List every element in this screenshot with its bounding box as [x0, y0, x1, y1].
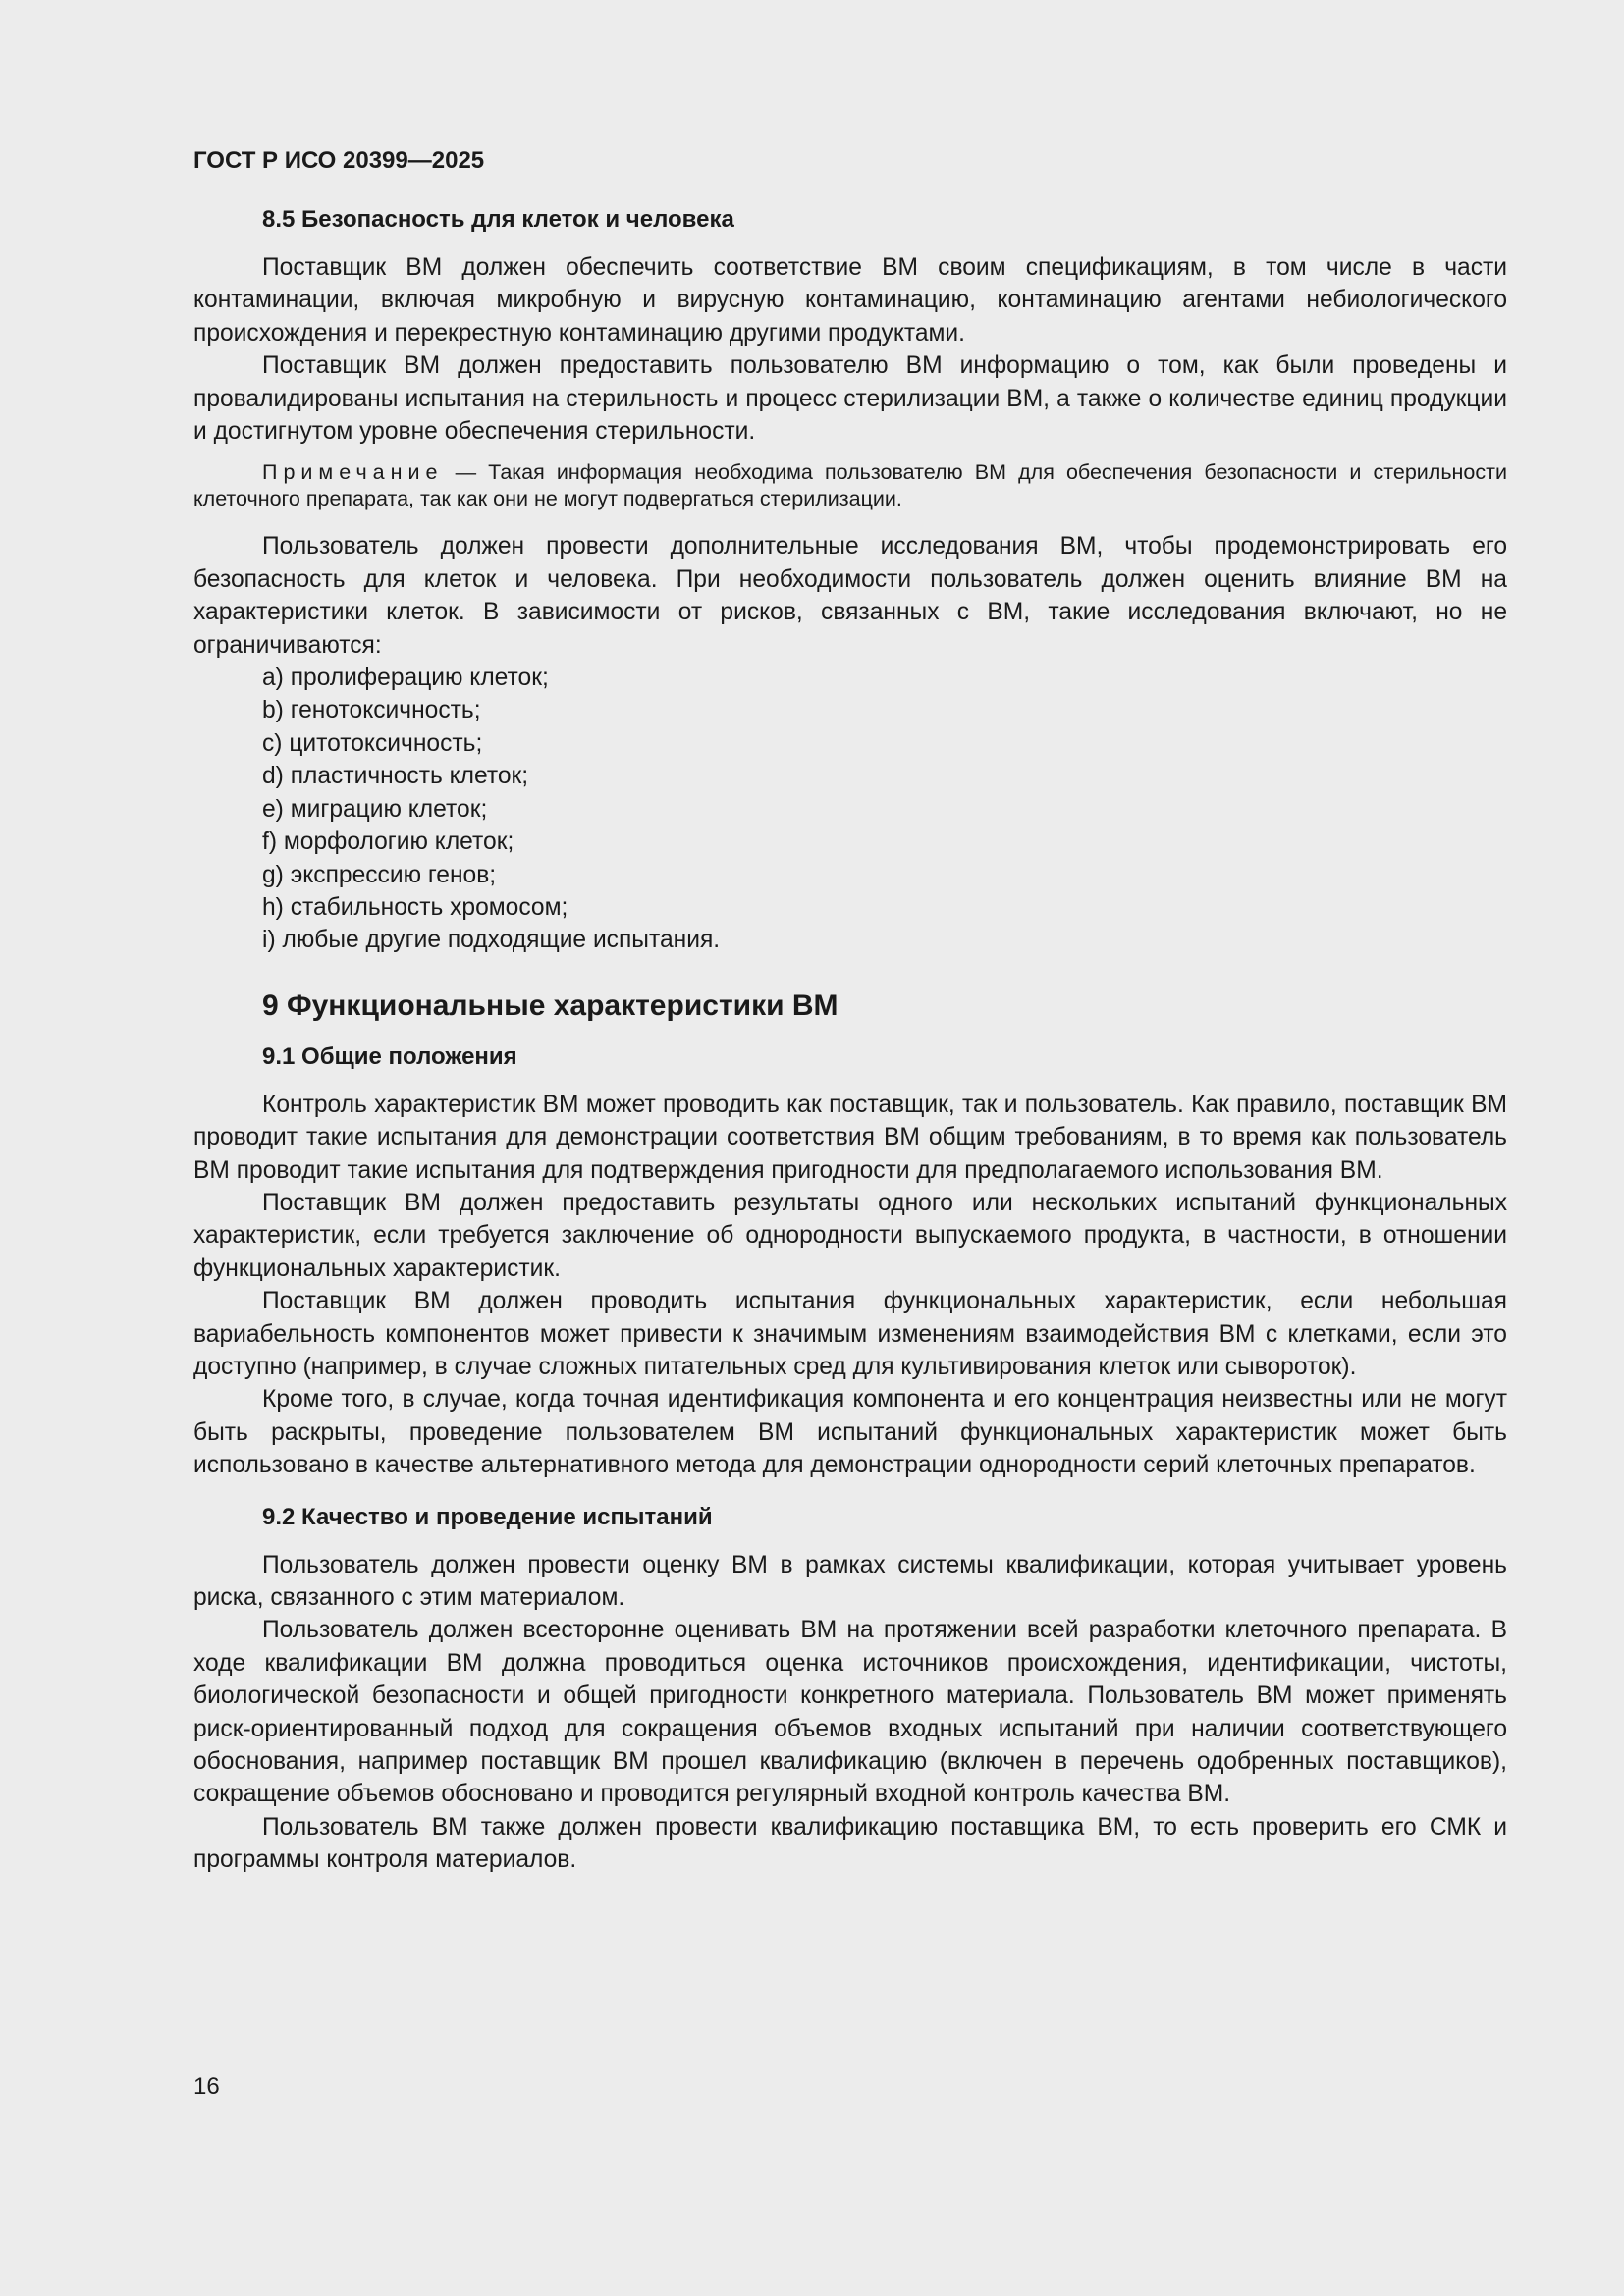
list-item: g) экспрессию генов;	[262, 861, 497, 888]
list-item: f) морфологию клеток;	[262, 828, 514, 856]
paragraph: Поставщик ВМ должен предоставить пользователю ВМ информацию о том, как были проведены и провалидированы испытания на стерильность и процесс стерилизации ВМ, а также о количестве единиц продукции и достигнутом уровне обеспечения стерильности.	[193, 352, 1507, 446]
paragraph: Пользователь должен провести оценку ВМ в рамках системы квалификации, которая учитывает уровень риска, связанного с этим материалом.	[193, 1551, 1507, 1611]
list-item: e) миграцию клеток;	[262, 795, 488, 823]
list-item: a) пролиферацию клеток;	[262, 665, 549, 692]
paragraph: Пользователь должен провести дополнительные исследования ВМ, чтобы продемонстрировать его безопасность для клеток и человека. При необходимости пользователь должен оценить влияние ВМ на характеристики клеток. В зависимости от рисков, связанных с ВМ, такие исследования включают, но не ограничиваются:	[193, 533, 1507, 659]
paragraph: Поставщик ВМ должен проводить испытания функциональных характеристик, если небольшая вариабельность компонентов может привести к значимым изменениям взаимодействия ВМ с клетками, если это доступно (например, в случае сложных питательных сред для культивирования клеток или сывороток).	[193, 1288, 1507, 1380]
test-list	[193, 662, 1507, 957]
paragraph: Пользователь должен всесторонне оценивать ВМ на протяжении всей разработки клеточного препарата. В ходе квалификации ВМ должна проводиться оценка источников происхождения, идентификации, чистоты, биологической безопасности и общей пригодности конкретного материала. Пользователь ВМ может применять риск-ориентированный подход для сокращения объемов входных испытаний при наличии соответствующего обоснования, например поставщик ВМ прошел квалификацию (включен в перечень одобренных поставщиков), сокращение объемов обосновано и проводится регулярный входной контроль качества ВМ.	[193, 1617, 1507, 1808]
section-8-5-title: 8.5 Безопасность для клеток и человека	[262, 206, 734, 233]
list-item: h) стабильность хромосом;	[262, 893, 568, 921]
paragraph: Контроль характеристик ВМ может проводить как поставщик, так и пользователь. Как правило, поставщик ВМ проводит такие испытания для демонстрации соответствия ВМ общим требованиям, в то время как пользователь ВМ проводит такие испытания для подтверждения пригодности для предполагаемого использования ВМ.	[193, 1091, 1507, 1184]
list-item: c) цитотоксичность;	[262, 729, 483, 757]
section-9-1-title: 9.1 Общие положения	[262, 1042, 517, 1070]
list-item: b) генотоксичность;	[262, 697, 481, 724]
document-code-header: ГОСТ Р ИСО 20399—2025	[193, 147, 485, 174]
list-item: d) пластичность клеток;	[262, 763, 529, 790]
list-item: i) любые другие подходящие испытания.	[262, 927, 721, 954]
paragraph: Поставщик ВМ должен обеспечить соответствие ВМ своим спецификациям, в том числе в части контаминации, включая микробную и вирусную контаминацию, контаминацию агентами небиологического происхождения и перекрестную контаминацию другими продуктами.	[193, 254, 1507, 347]
note-text: — Такая информация необходима пользователю ВМ для обеспечения безопасности и стерильности клеточного препарата, так как они не могут подвергаться стерилизации.	[193, 460, 1507, 511]
note	[193, 459, 1507, 512]
page-number: 16	[193, 2073, 220, 2100]
paragraph: Пользователь ВМ также должен провести квалификацию поставщика ВМ, то есть проверить его СМК и программы контроля материалов.	[193, 1813, 1507, 1874]
document-page	[193, 145, 1507, 1877]
paragraph: Кроме того, в случае, когда точная идентификация компонента и его концентрация неизвестны или не могут быть раскрыты, проведение пользователем ВМ испытаний функциональных характеристик может быть использовано в качестве альтернативного метода для демонстрации однородности серий клеточных препаратов.	[193, 1386, 1507, 1479]
chapter-9-title: 9 Функциональные характеристики ВМ	[262, 988, 839, 1022]
section-9-2-title: 9.2 Качество и проведение испытаний	[262, 1503, 713, 1530]
paragraph: Поставщик ВМ должен предоставить результаты одного или нескольких испытаний функциональных характеристик, если требуется заключение об однородности выпускаемого продукта, в частности, в отношении функциональных характеристик.	[193, 1189, 1507, 1282]
note-label: Примечание	[262, 460, 444, 485]
